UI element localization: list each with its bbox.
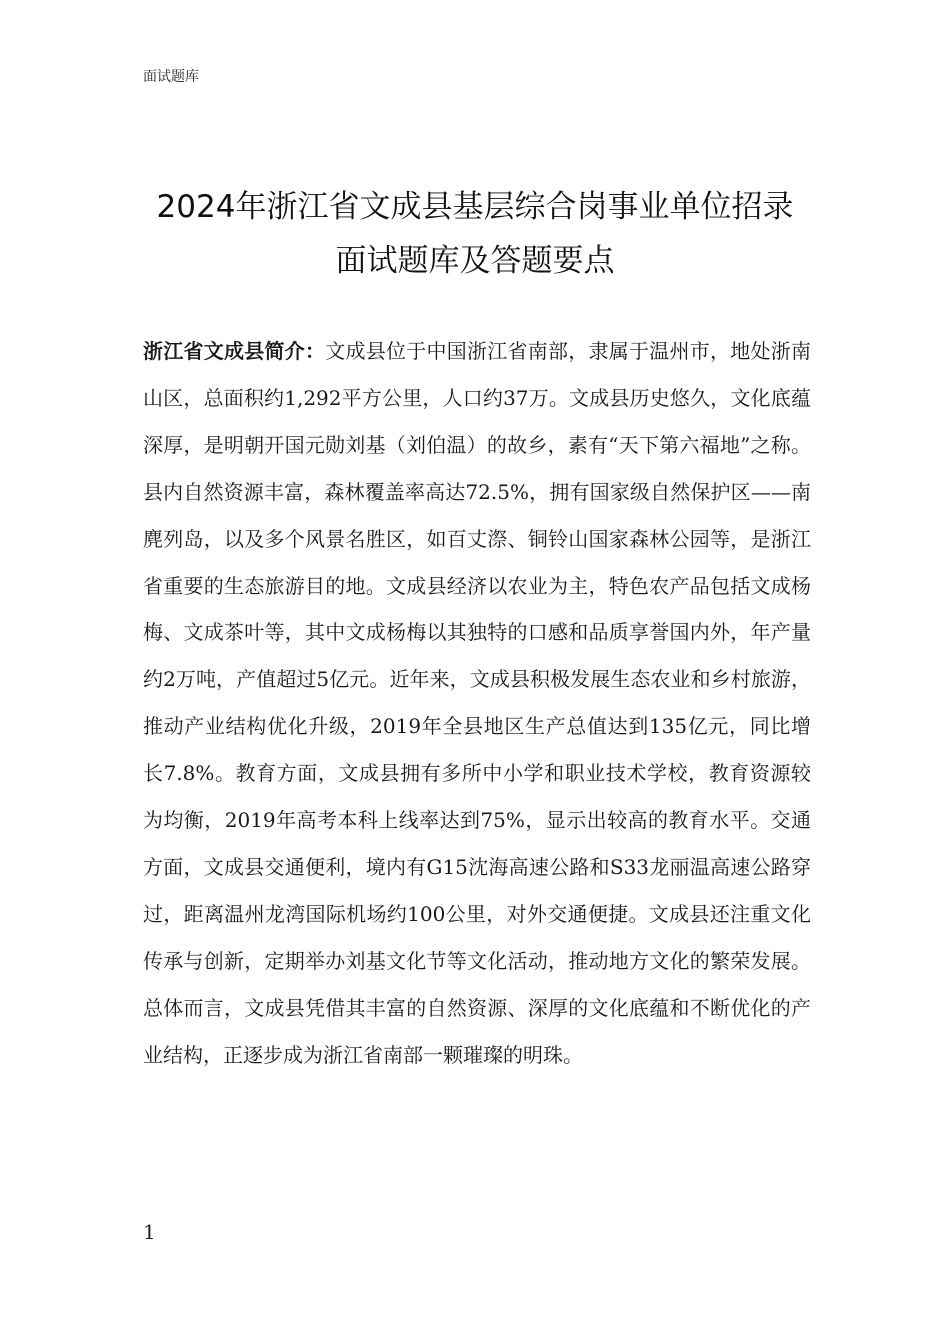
running-header: 面试题库 <box>143 69 199 85</box>
document-title <box>100 180 850 288</box>
intro-lead: 浙江省文成县简介： <box>143 339 326 363</box>
title-line-2: 面试题库及答题要点 <box>335 243 615 279</box>
title-line-1: 2024年浙江省文成县基层综合岗事业单位招录 <box>156 189 794 225</box>
page-number: 1 <box>143 1220 156 1244</box>
intro-paragraph <box>143 328 811 1079</box>
intro-body: 文成县位于中国浙江省南部，隶属于温州市，地处浙南山区，总面积约1,292平方公里，人口约37万。文成县历史悠久，文化底蕴深厚，是明朝开国元勋刘基（刘伯温）的故乡，素有“天下第六福地”之称。县内自然资源丰富，森林覆盖率高达72.5%，拥有国家级自然保护区——南麂列岛，以及多个风景名胜区，如百丈漈、铜铃山国家森林公园等，是浙江省重要的生态旅游目的地。文成县经济以农业为主，特色农产品包括文成杨梅、文成茶叶等，其中文成杨梅以其独特的口感和品质享誉国内外，年产量约2万吨，产值超过5亿元。近年来，文成县积极发展生态农业和乡村旅游，推动产业结构优化升级，2019年全县地区生产总值达到135亿元，同比增长7.8%。教育方面，文成县拥有多所中小学和职业技术学校，教育资源较为均衡，2019年高考本科上线率达到75%，显示出较高的教育水平。交通方面，文成县交通便利，境内有G15沈海高速公路和S33龙丽温高速公路穿过，距离温州龙湾国际机场约100公里，对外交通便捷。文成县还注重文化传承与创新，定期举办刘基文化节等文化活动，推动地方文化的繁荣发展。总体而言，文成县凭借其丰富的自然资源、深厚的文化底蕴和不断优化的产业结构，正逐步成为浙江省南部一颗璀璨的明珠。 <box>143 339 811 1067</box>
